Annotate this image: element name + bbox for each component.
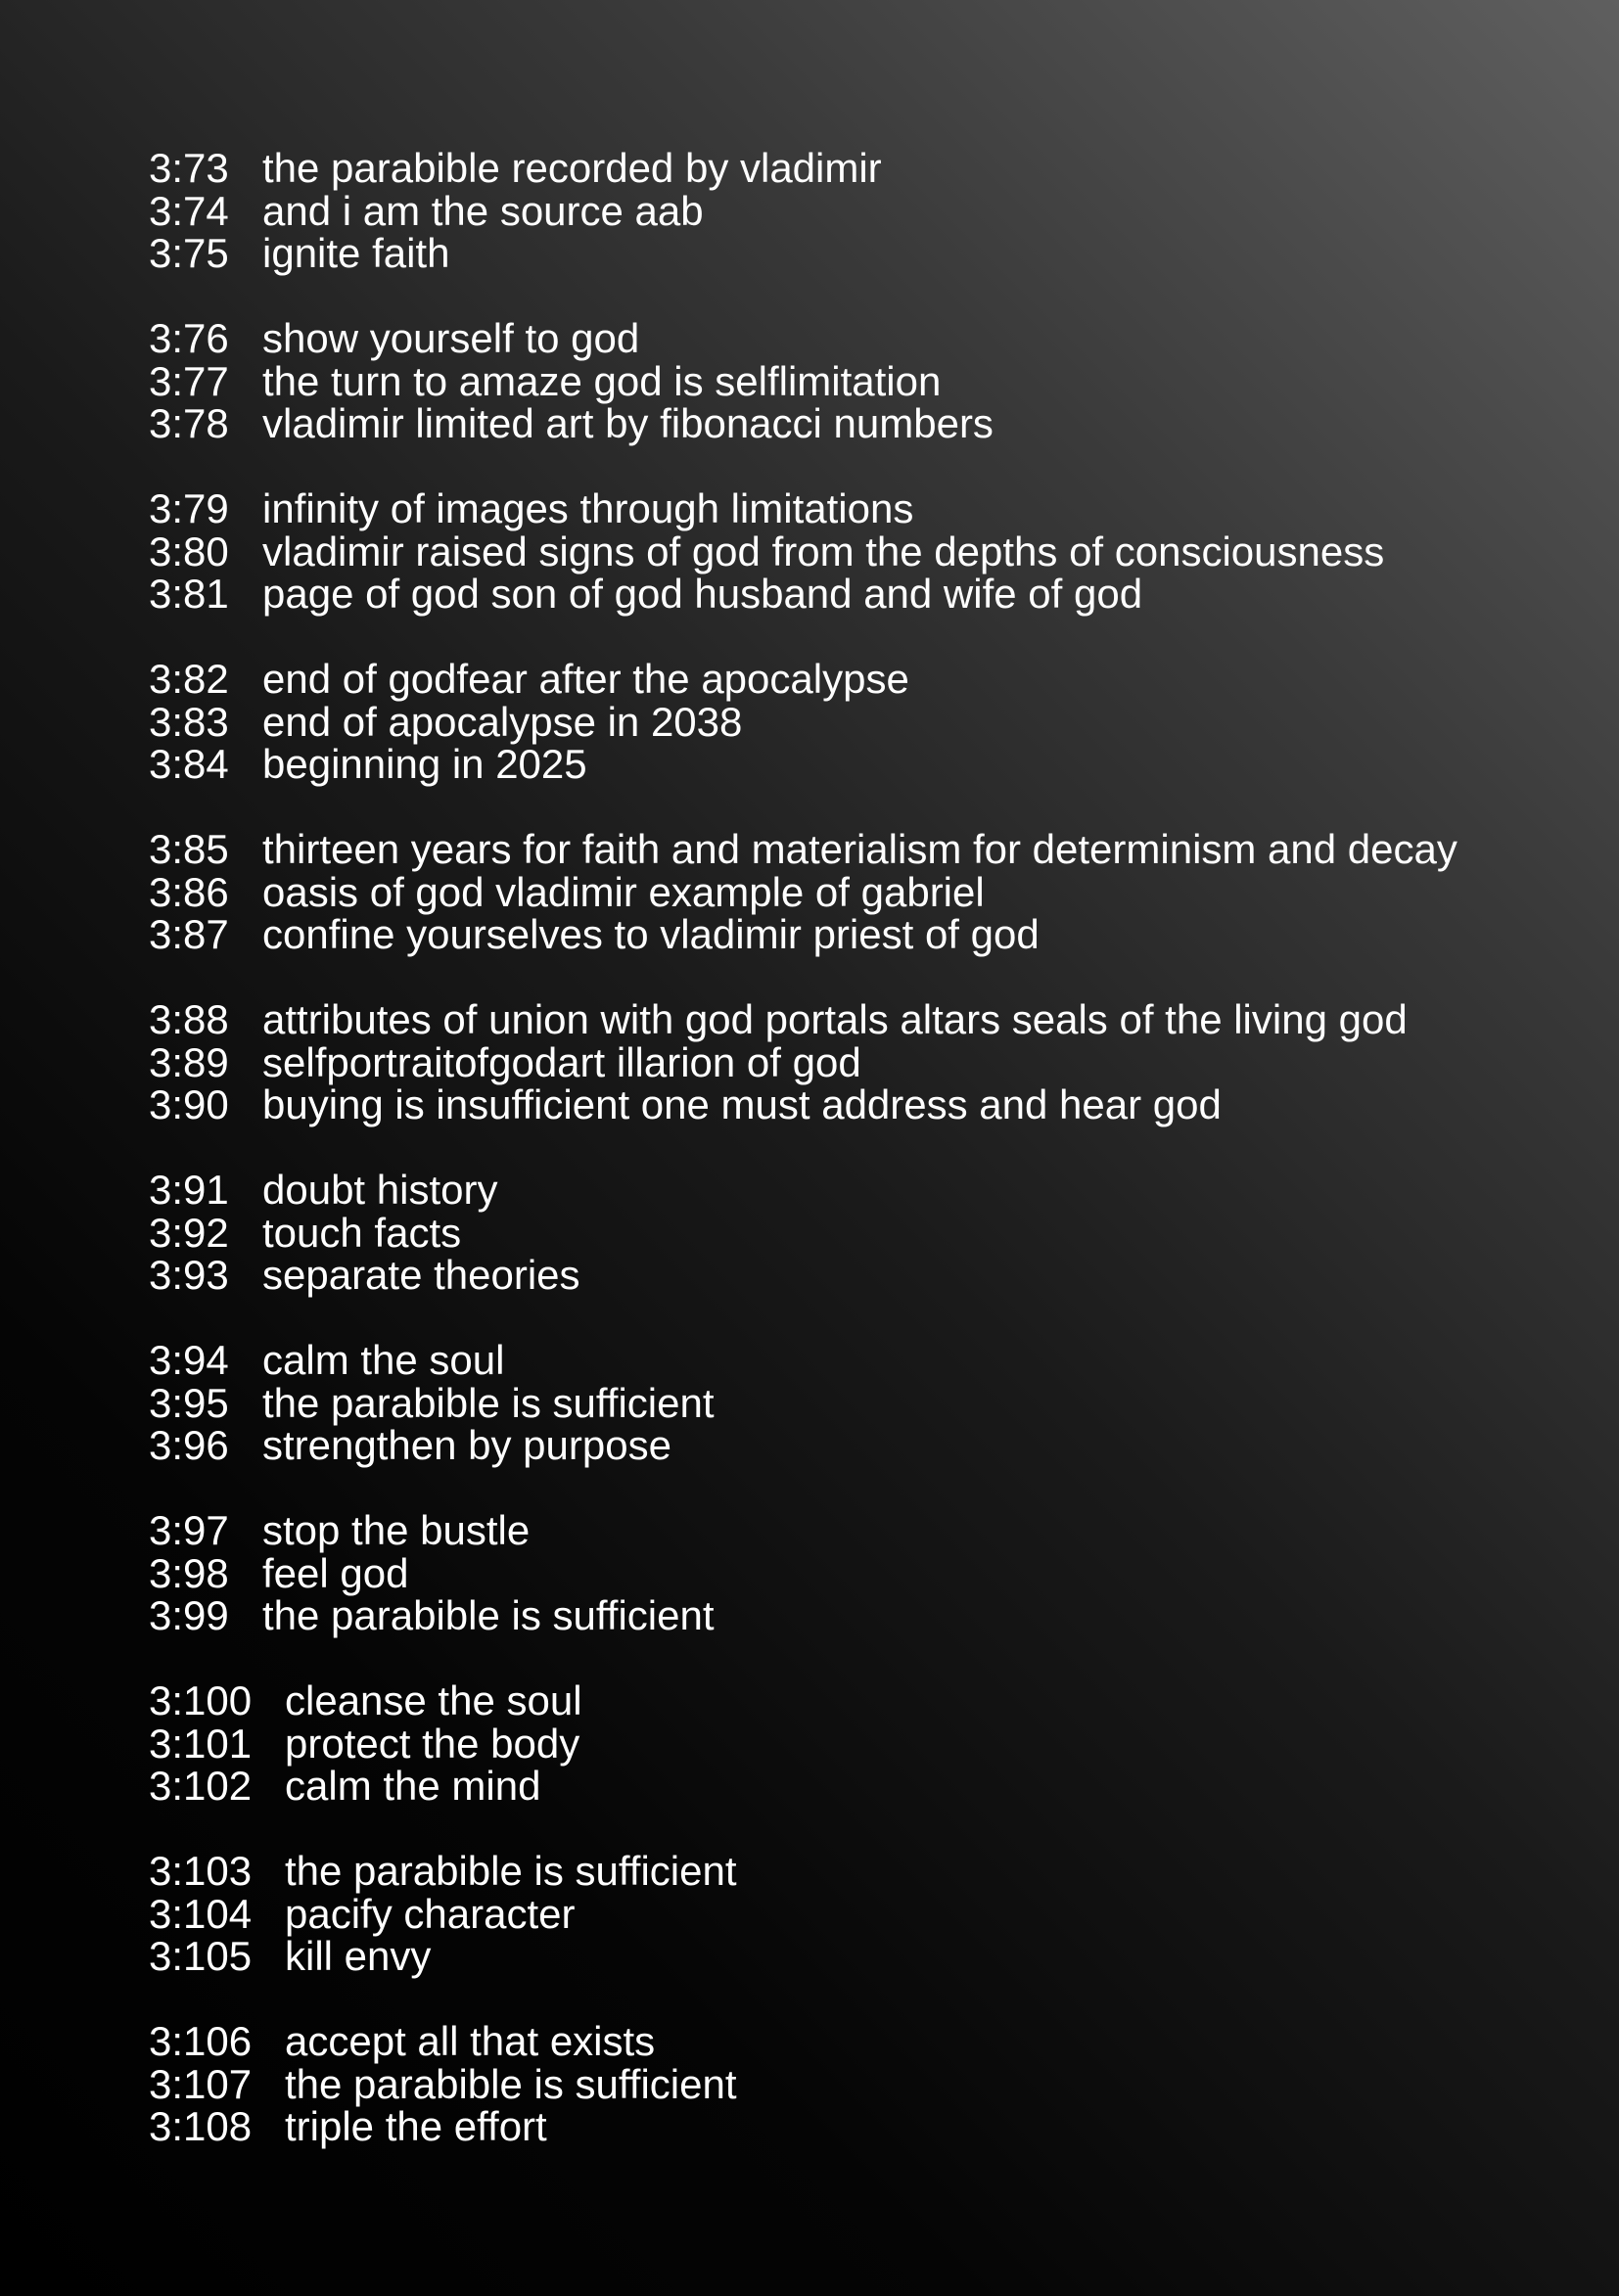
- verse-text: end of godfear after the apocalypse: [262, 656, 909, 702]
- verse-line: [149, 1169, 1539, 1212]
- verse-line: [149, 1038, 1539, 1085]
- verse-reference: 3:101: [149, 1720, 253, 1767]
- verse-reference: 3:84: [149, 741, 229, 787]
- verse-reference: 3:81: [149, 571, 229, 617]
- verse-text: the parabible recorded by vladimir: [262, 145, 882, 191]
- verse-line: [149, 1209, 1539, 1256]
- verse-reference: 3:79: [149, 485, 229, 531]
- verse-text: the parabible is sufficient: [285, 1848, 737, 1894]
- verse-reference: 3:97: [149, 1507, 229, 1553]
- verse-line: [149, 1083, 1539, 1126]
- stanza: [149, 998, 1539, 1126]
- verse-line: [149, 1594, 1539, 1637]
- verse-line: [149, 868, 1539, 915]
- verse-line: [149, 1935, 1539, 1978]
- verse-line: [149, 658, 1539, 701]
- verse-line: [149, 487, 1539, 530]
- verse-reference: 3:85: [149, 826, 229, 872]
- verse-text: feel god: [262, 1549, 409, 1596]
- verse-line: [149, 743, 1539, 786]
- stanza: [149, 1339, 1539, 1467]
- verse-line: [149, 1722, 1539, 1766]
- verse-text: thirteen years for faith and materialism for determinism and decay: [262, 826, 1457, 872]
- verse-text: calm the mind: [285, 1763, 541, 1809]
- verse-line: [149, 1424, 1539, 1467]
- verse-reference: 3:83: [149, 698, 229, 745]
- verse-line: [149, 1549, 1539, 1596]
- verse-line: [149, 187, 1539, 234]
- verse-line: [149, 913, 1539, 956]
- verse-line: [149, 317, 1539, 360]
- verse-text: vladimir raised signs of god from the depths of consciousness: [262, 528, 1385, 574]
- verse-reference: 3:108: [149, 2103, 253, 2149]
- verse-reference: 3:73: [149, 145, 229, 191]
- verse-reference: 3:90: [149, 1081, 229, 1127]
- verse-line: [149, 147, 1539, 190]
- verse-text: vladimir limited art by fibonacci numbers: [262, 400, 994, 446]
- verse-line: [149, 530, 1539, 574]
- verse-reference: 3:105: [149, 1933, 253, 1979]
- verse-text: beginning in 2025: [262, 741, 587, 787]
- verse-reference: 3:82: [149, 656, 229, 702]
- verse-text: ignite faith: [262, 230, 450, 276]
- verse-text: triple the effort: [285, 2103, 547, 2149]
- verse-line: [149, 2020, 1539, 2063]
- verse-text: kill envy: [285, 1933, 432, 1979]
- verse-reference: 3:99: [149, 1592, 229, 1638]
- verse-line: [149, 357, 1539, 404]
- verse-line: [149, 1850, 1539, 1893]
- verse-reference: 3:87: [149, 911, 229, 957]
- verse-text: strengthen by purpose: [262, 1422, 671, 1468]
- verse-text: the parabible is sufficient: [285, 2060, 737, 2107]
- verse-text: end of apocalypse in 2038: [262, 698, 743, 745]
- verse-reference: 3:98: [149, 1549, 229, 1596]
- verse-line: [149, 402, 1539, 445]
- verse-line: [149, 1765, 1539, 1808]
- verse-reference: 3:107: [149, 2060, 253, 2107]
- stanza: [149, 487, 1539, 616]
- verse-line: [149, 2105, 1539, 2148]
- verse-line: [149, 2060, 1539, 2107]
- verse-reference: 3:75: [149, 230, 229, 276]
- verse-text: the turn to amaze god is selflimitation: [262, 357, 942, 404]
- stanza: [149, 1850, 1539, 1978]
- verse-text: separate theories: [262, 1252, 580, 1298]
- scripture-page: [149, 147, 1539, 2190]
- verse-text: cleanse the soul: [285, 1677, 582, 1723]
- stanza: [149, 317, 1539, 445]
- verse-text: selfportraitofgodart illarion of god: [262, 1038, 861, 1085]
- verse-text: page of god son of god husband and wife of god: [262, 571, 1143, 617]
- verse-line: [149, 998, 1539, 1041]
- stanza: [149, 1679, 1539, 1808]
- verse-reference: 3:106: [149, 2018, 253, 2064]
- verse-text: pacify character: [285, 1890, 576, 1937]
- stanza: [149, 828, 1539, 956]
- verse-text: protect the body: [285, 1720, 580, 1767]
- verse-line: [149, 698, 1539, 745]
- verse-text: oasis of god vladimir example of gabriel: [262, 868, 985, 915]
- verse-line: [149, 1679, 1539, 1722]
- verse-text: accept all that exists: [285, 2018, 656, 2064]
- verse-reference: 3:74: [149, 187, 229, 234]
- verse-reference: 3:86: [149, 868, 229, 915]
- verse-line: [149, 232, 1539, 275]
- verse-line: [149, 1379, 1539, 1426]
- stanza: [149, 147, 1539, 275]
- verse-reference: 3:78: [149, 400, 229, 446]
- verse-reference: 3:91: [149, 1167, 229, 1213]
- verse-text: buying is insufficient one must address and hear god: [262, 1081, 1222, 1127]
- verse-line: [149, 1339, 1539, 1382]
- verse-reference: 3:94: [149, 1337, 229, 1383]
- stanza: [149, 1169, 1539, 1297]
- verse-line: [149, 828, 1539, 871]
- stanza: [149, 658, 1539, 786]
- verse-reference: 3:95: [149, 1379, 229, 1426]
- verse-text: infinity of images through limitations: [262, 485, 914, 531]
- verse-reference: 3:76: [149, 315, 229, 361]
- verse-text: confine yourselves to vladimir priest of god: [262, 911, 1040, 957]
- verse-text: calm the soul: [262, 1337, 505, 1383]
- verse-text: attributes of union with god portals altars seals of the living god: [262, 996, 1408, 1042]
- verse-reference: 3:89: [149, 1038, 229, 1085]
- verse-reference: 3:92: [149, 1209, 229, 1256]
- stanza: [149, 1509, 1539, 1637]
- verse-reference: 3:96: [149, 1422, 229, 1468]
- verse-text: stop the bustle: [262, 1507, 531, 1553]
- verse-line: [149, 1890, 1539, 1937]
- verse-reference: 3:103: [149, 1848, 253, 1894]
- verse-reference: 3:88: [149, 996, 229, 1042]
- verse-line: [149, 1254, 1539, 1297]
- stanza: [149, 2020, 1539, 2148]
- verse-text: and i am the source aab: [262, 187, 704, 234]
- verse-reference: 3:100: [149, 1677, 253, 1723]
- verse-text: the parabible is sufficient: [262, 1379, 715, 1426]
- verse-reference: 3:77: [149, 357, 229, 404]
- verse-text: doubt history: [262, 1167, 498, 1213]
- verse-text: show yourself to god: [262, 315, 640, 361]
- verse-line: [149, 573, 1539, 616]
- verse-reference: 3:93: [149, 1252, 229, 1298]
- verse-text: touch facts: [262, 1209, 462, 1256]
- verse-reference: 3:102: [149, 1763, 253, 1809]
- verse-reference: 3:80: [149, 528, 229, 574]
- verse-line: [149, 1509, 1539, 1552]
- verse-text: the parabible is sufficient: [262, 1592, 715, 1638]
- verse-reference: 3:104: [149, 1890, 253, 1937]
